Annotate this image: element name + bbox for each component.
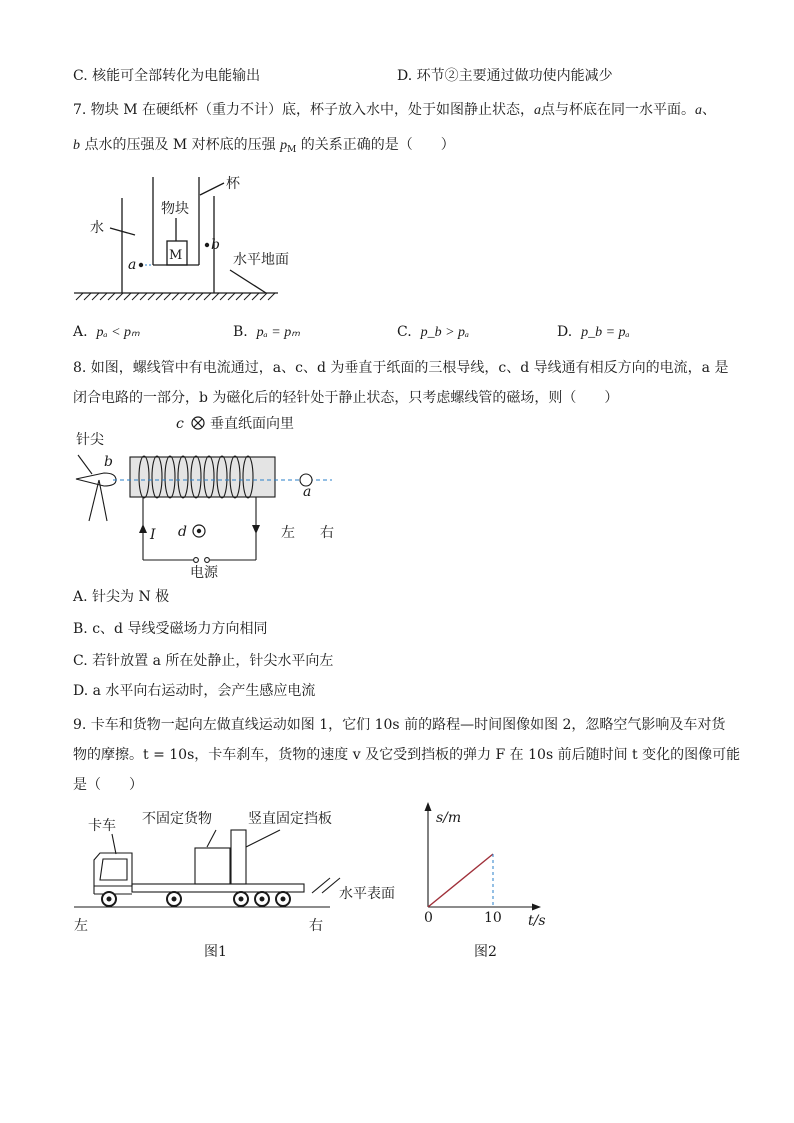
q8-label-needle: 针尖 — [76, 432, 104, 448]
q7-label-block: 物块 — [161, 201, 189, 217]
q9-label-left: 左 — [74, 918, 88, 934]
q9-label-truck: 卡车 — [88, 818, 116, 834]
q9-label-cargo: 不固定货物 — [142, 811, 212, 827]
q8-option-b: B. c、d 导线受磁场力方向相同 — [73, 621, 268, 637]
q7-option-d: D. p_b = pₐ — [557, 324, 630, 340]
q9-graph-xlabel: t/s — [528, 913, 546, 929]
q9-stem-line1: 9. 卡车和货物一起向左做直线运动如图 1，它们 10s 前的路程—时间图像如图 2，忽略空气影响及车对货 — [73, 717, 726, 733]
q9-graph-tick: 10 — [484, 910, 502, 926]
q7-label-a: a — [128, 257, 137, 273]
q9-stem-line3: 是（ ） — [73, 777, 143, 793]
q7-label-cup: 杯 — [226, 176, 240, 192]
q9-figure1-caption: 图1 — [204, 944, 227, 960]
q9-label-surface: 水平表面 — [339, 886, 395, 902]
q8-stem-line2: 闭合电路的一部分，b 为磁化后的轻针处于静止状态，只考虑螺线管的磁场，则（ ） — [73, 390, 619, 406]
q7-option-b: B. pₐ = pₘ — [233, 324, 300, 340]
q8-label-d: d — [178, 524, 187, 540]
q7-stem-line2: b 点水的压强及 M 对杯底的压强 $p_M$ 的关系正确的是（ ） — [73, 137, 455, 155]
q7-option-c: C. p_b > pₐ — [397, 324, 470, 340]
q7-stem-line1: 7. 物块 M 在硬纸杯（重力不计）底，杯子放入水中，处于如图静止状态，a点与杯底在同一水平面。a、 — [73, 102, 717, 118]
q8-label-c: c — [176, 416, 184, 432]
q9-graph-origin: 0 — [424, 910, 433, 926]
q9-graph-line — [428, 854, 493, 907]
q9-label-right: 右 — [309, 918, 323, 934]
q7-label-ground: 水平地面 — [233, 252, 289, 268]
q7-label-m: M — [169, 248, 183, 263]
q6-option-c: C. 核能可全部转化为电能输出 — [73, 68, 261, 84]
q9-graph-ylabel: s/m — [436, 810, 462, 826]
q8-label-right: 右 — [320, 525, 334, 541]
q9-stem-line2: 物的摩擦。t = 10s，卡车刹车，货物的速度 v 及它受到挡板的弹力 F 在 10s 前后随时间 t 变化的图像可能 — [73, 747, 741, 763]
q7-option-a: A. pₐ < pₘ — [73, 324, 140, 340]
q8-stem-line1: 8. 如图，螺线管中有电流通过，a、c、d 为垂直于纸面的三根导线，c、d 导线通有相反方向的电流，a 是 — [73, 360, 729, 376]
q8-option-d: D. a 水平向右运动时，会产生感应电流 — [73, 683, 316, 699]
q9-label-board: 竖直固定挡板 — [248, 811, 332, 827]
q8-label-left: 左 — [281, 525, 295, 541]
q8-label-b: b — [104, 454, 113, 470]
q8-option-c: C. 若针放置 a 所在处静止，针尖水平向左 — [73, 653, 334, 669]
q8-label-current: I — [150, 527, 156, 543]
q6-option-d: D. 环节②主要通过做功使内能减少 — [397, 68, 613, 84]
q8-label-power: 电源 — [190, 565, 218, 581]
q8-option-a: A. 针尖为 N 极 — [73, 589, 170, 605]
q8-label-a: a — [303, 484, 312, 500]
q7-label-water: 水 — [90, 220, 104, 236]
q7-label-b: b — [211, 237, 220, 253]
q8-label-c-desc: 垂直纸面向里 — [210, 416, 294, 432]
q9-figure2-caption: 图2 — [474, 944, 497, 960]
